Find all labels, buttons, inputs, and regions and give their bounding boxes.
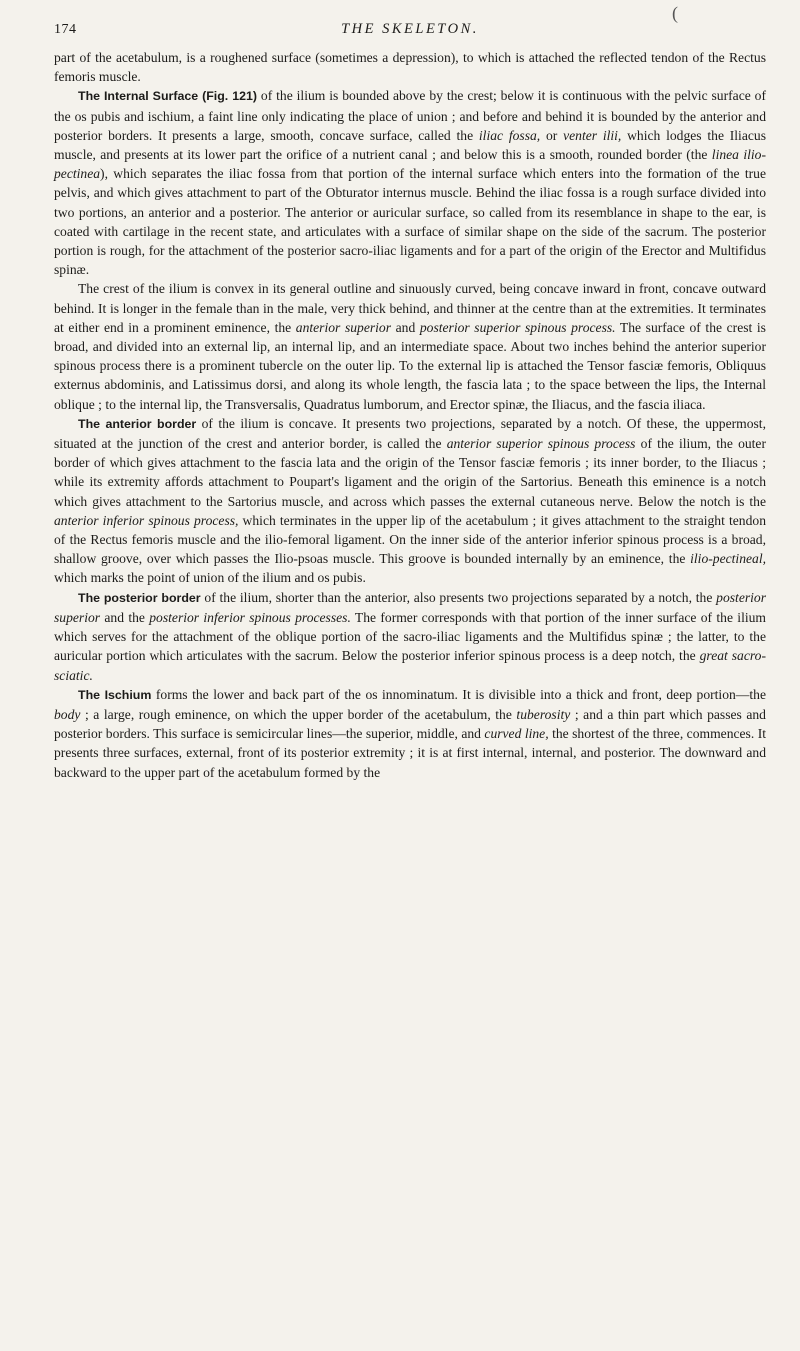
text-run: of the ilium, shorter than the anterior, also presents two projections separated by a notch, the xyxy=(200,589,717,605)
paragraph-p5 xyxy=(54,588,766,685)
text-run: ; a large, rough eminence, on which the upper border of the acetabulum, the xyxy=(80,706,517,722)
text-run: and xyxy=(391,319,420,335)
italic-term: ilio-pectineal, xyxy=(690,551,766,567)
italic-term: iliac fossa, xyxy=(478,127,541,143)
text-run: ), which separates the iliac fossa from that portion of the internal surface which enters into the formation of the true pelvis, and which gives attachment to part of the Obturator internus muscle. Behind the iliac fossa is a rough surface divided into two portions, an anterior and a posterior. The anterior or auricular surface, so called from its resemblance in shape to the ear, is coated with cartilage in the recent state, and articulates with a surface of similar shape on the side of the sacrum. The posterior portion is rough, for the attachment of the posterior sacro-iliac ligaments and for a part of the origin of the Erector and Multifidus spinæ. xyxy=(54,166,766,278)
page-header xyxy=(54,14,766,48)
text-run: or xyxy=(540,127,564,143)
text-run: which terminates in the upper lip of the acetabulum ; it gives attachment to the straight tendon of the Rectus femoris muscle and the ilio-femoral ligament. On the inner side of the anterior inferior spinous process is a broad, shallow groove, over which passes the Ilio-psoas muscle. This groove is bounded internally by an eminence, the xyxy=(54,512,766,567)
italic-term: anterior superior spinous process xyxy=(446,436,636,452)
text-run: and the xyxy=(100,609,150,625)
text-run: forms the lower and back part of the os innominatum. It is divisible into a thick and front, deep portion—the xyxy=(151,686,766,702)
italic-term: tuberosity xyxy=(516,706,571,722)
paragraph-p1 xyxy=(54,48,766,86)
italic-term: body xyxy=(54,706,81,722)
paragraph-p3 xyxy=(54,279,766,413)
section-lead-heading: The Internal Surface (Fig. 121) xyxy=(78,89,257,104)
italic-term: posterior superior xyxy=(54,589,767,625)
italic-term: venter ilii, xyxy=(563,127,622,143)
italic-term: linea ilio-pectinea xyxy=(54,147,767,182)
italic-term: curved line, xyxy=(484,726,549,742)
text-run: The crest of the ilium is convex in its general outline and sinuously curved, being concave inward in front, concave outward behind. It is longer in the female than in the male, very thick behind, and thinner at the centre than at the extremities. It terminates at either end in a prominent eminence, the xyxy=(54,281,766,335)
text-run: of the ilium is bounded above by the crest; below it is continuous with the pelvic surface of the os pubis and ischium, a faint line only indicating the place of union ; and before and behind it is bounded by the anterior and posterior borders. It presents a large, smooth, concave surface, called the xyxy=(54,88,766,143)
text-run: of the ilium is concave. It presents two projections, separated by a notch. Of these, the uppermost, situated at the junction of the crest and anterior border, is called the xyxy=(54,415,766,452)
italic-term: anterior superior xyxy=(295,319,392,335)
corner-mark: ( xyxy=(672,3,678,23)
text-run: of the ilium, the outer border of which gives attachment to the fascia lata and the origin of the Tensor fasciæ femoris ; its inner border, to the Iliacus ; while its extremity affords attachment to Poupart's ligament and the origin of the Sartorius. Beneath this eminence is a notch which gives attachment to the Sartorius muscle, and across which passes the external cutaneous nerve. Below the notch is the xyxy=(54,436,766,509)
section-lead-heading: The anterior border xyxy=(78,416,197,431)
paragraph-p2 xyxy=(54,86,766,279)
page-number: 174 xyxy=(54,22,77,37)
italic-term: anterior inferior spinous process, xyxy=(54,512,239,528)
text-run: ; and a thin part which passes and posterior borders. This surface is semicircular lines—the superior, middle, and xyxy=(54,706,766,742)
paragraph-p4 xyxy=(54,414,766,588)
text-run: The former corresponds with that portion of the inner surface of the ilium which serves for the attachment of the oblique portion of the sacro-iliac ligaments and the Multifidus spinæ ; the latter, to the auricular portion which articulates with the sacrum. Below the posterior inferior spinous process is a deep notch, the xyxy=(54,609,766,664)
italic-term: posterior inferior spinous processes. xyxy=(149,609,351,625)
body-text xyxy=(54,48,766,782)
paragraph-p6 xyxy=(54,685,766,782)
text-run: which marks the point of union of the ilium and os pubis. xyxy=(54,570,366,586)
italic-term: posterior superior spinous process. xyxy=(419,319,616,335)
text-run: which lodges the Iliacus muscle, and presents at its lower part the orifice of a nutrient canal ; and below this is a smooth, rounded border (the xyxy=(54,127,766,163)
text-run: part of the acetabulum, is a roughened surface (sometimes a depression), to which is attached the reflected tendon of the Rectus femoris muscle. xyxy=(54,50,766,85)
running-title: THE SKELETON. xyxy=(341,21,479,37)
section-lead-heading: The Ischium xyxy=(78,687,152,702)
book-page xyxy=(54,3,767,1344)
section-lead-heading: The posterior border xyxy=(78,590,201,605)
text-run: The surface of the crest is broad, and divided into an external lip, an internal lip, and an intermediate space. About two inches behind the anterior superior spinous process there is a prominent tubercle on the outer lip. To the external lip is attached the Tensor fasciæ femoris, Obliquus externus abdominis, and Latissimus dorsi, and along its whole length, the fascia lata ; to the space between the lips, the Internal oblique ; to the internal lip, the Transversalis, Quadratus lumborum, and Erector spinæ, the Iliacus, and the fascia iliaca. xyxy=(54,319,766,412)
italic-term: great sacro-sciatic. xyxy=(54,648,766,683)
text-run: the shortest of the three, commences. It presents three surfaces, external, front of its posterior extremity ; it is at first internal, internal, and posterior. The downward and backward to the upper part of the acetabulum formed by the xyxy=(54,726,766,780)
